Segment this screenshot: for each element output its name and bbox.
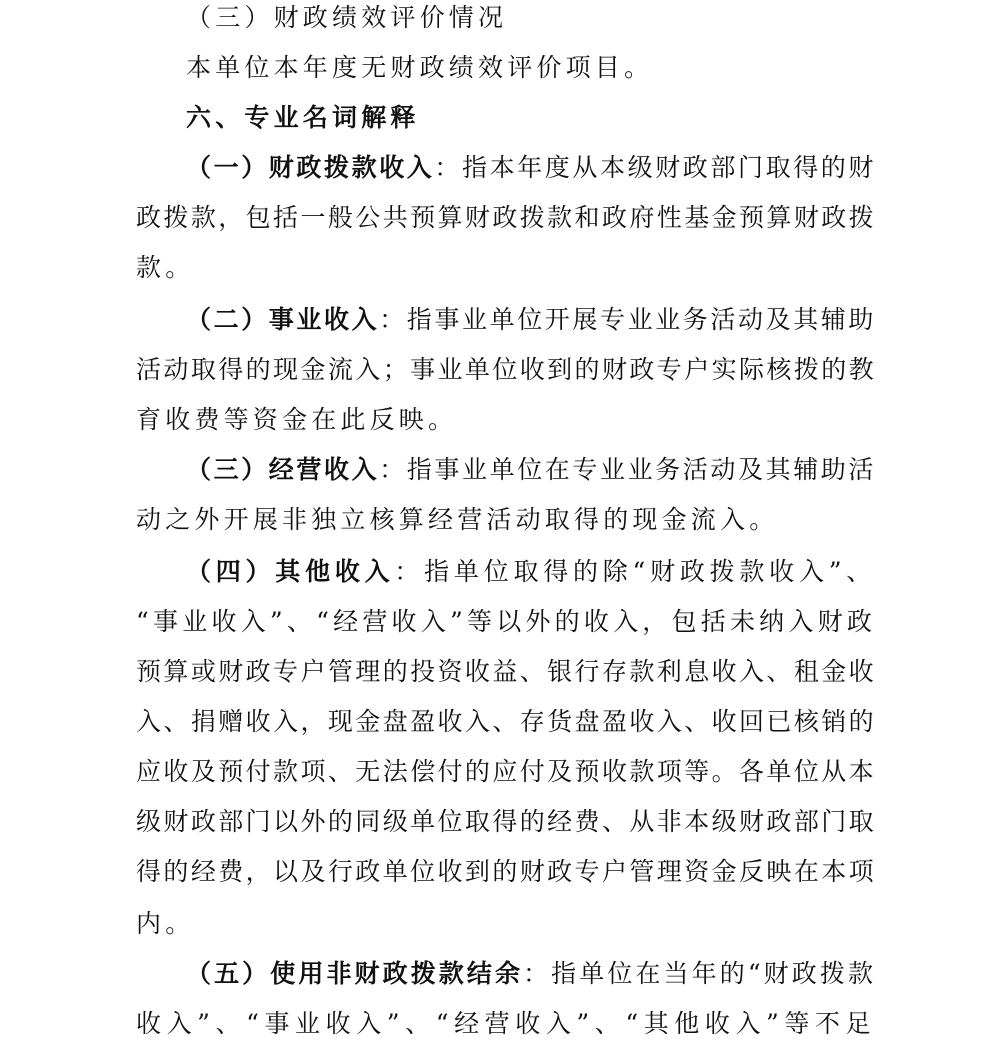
term-non-fiscal-balance-line bbox=[0, 954, 1000, 994]
paragraph-line bbox=[0, 400, 1000, 440]
section-heading-terminology bbox=[0, 98, 1000, 138]
paragraph-text: 收入”、“事业收入”、“经营收入”、“其他收入”等不足 bbox=[136, 1009, 877, 1038]
term-definition: ：指本年度从本级财政部门取得的财 bbox=[434, 153, 877, 182]
paragraph-text: 本单位本年度无财政绩效评价项目。 bbox=[186, 53, 654, 82]
heading-text: （三）财政绩效评价情况 bbox=[186, 3, 508, 32]
heading-text: 六、专业名词解释 bbox=[186, 103, 420, 132]
term-title: （一）财政拨款收入 bbox=[186, 153, 435, 182]
paragraph-line bbox=[0, 48, 1000, 88]
paragraph-line bbox=[0, 1004, 1000, 1044]
term-title: （二）事业收入 bbox=[186, 305, 380, 334]
paragraph-line bbox=[0, 500, 1000, 540]
paragraph-text: 活动取得的现金流入；事业单位收到的财政专户实际核拨的教 bbox=[136, 355, 877, 384]
term-definition: ：指事业单位开展专业业务活动及其辅助 bbox=[379, 305, 877, 334]
paragraph-text: 款。 bbox=[136, 253, 195, 282]
term-definition: ：指单位在当年的“财政拨款 bbox=[523, 959, 877, 988]
term-title: （五）使用非财政拨款结余 bbox=[186, 959, 524, 988]
paragraph-line bbox=[0, 802, 1000, 842]
term-title: （四）其他收入 bbox=[186, 557, 395, 586]
term-operating-income-line bbox=[0, 450, 1000, 490]
section-heading-performance-evaluation bbox=[0, 0, 1000, 38]
term-fiscal-appropriation-line bbox=[0, 148, 1000, 188]
term-title: （三）经营收入 bbox=[186, 455, 380, 484]
paragraph-text: 育收费等资金在此反映。 bbox=[136, 405, 458, 434]
term-definition: ：指单位取得的除“财政拨款收入”、 bbox=[394, 557, 877, 586]
paragraph-text: 内。 bbox=[136, 909, 195, 938]
paragraph-text: 预算或财政专户管理的投资收益、银行存款利息收入、租金收 bbox=[136, 657, 877, 686]
term-other-income-line bbox=[0, 552, 1000, 592]
paragraph-line bbox=[0, 904, 1000, 944]
paragraph-text: 得的经费，以及行政单位收到的财政专户管理资金反映在本项 bbox=[136, 857, 877, 886]
paragraph-line bbox=[0, 852, 1000, 892]
paragraph-line bbox=[0, 602, 1000, 642]
paragraph-text: 政拨款，包括一般公共预算财政拨款和政府性基金预算财政拨 bbox=[136, 203, 877, 232]
paragraph-line bbox=[0, 350, 1000, 390]
paragraph-text: 动之外开展非独立核算经营活动取得的现金流入。 bbox=[136, 505, 779, 534]
paragraph-line bbox=[0, 702, 1000, 742]
paragraph-text: “事业收入”、“经营收入”等以外的收入，包括未纳入财政 bbox=[136, 607, 877, 636]
term-business-income-line bbox=[0, 300, 1000, 340]
paragraph-line bbox=[0, 652, 1000, 692]
paragraph-line bbox=[0, 752, 1000, 792]
paragraph-line bbox=[0, 248, 1000, 288]
paragraph-text: 入、捐赠收入，现金盘盈收入、存货盘盈收入、收回已核销的 bbox=[136, 707, 877, 736]
paragraph-line bbox=[0, 198, 1000, 238]
paragraph-text: 级财政部门以外的同级单位取得的经费、从非本级财政部门取 bbox=[136, 807, 877, 836]
term-definition: ：指事业单位在专业业务活动及其辅助活 bbox=[379, 455, 877, 484]
paragraph-text: 应收及预付款项、无法偿付的应付及预收款项等。各单位从本 bbox=[136, 757, 877, 786]
